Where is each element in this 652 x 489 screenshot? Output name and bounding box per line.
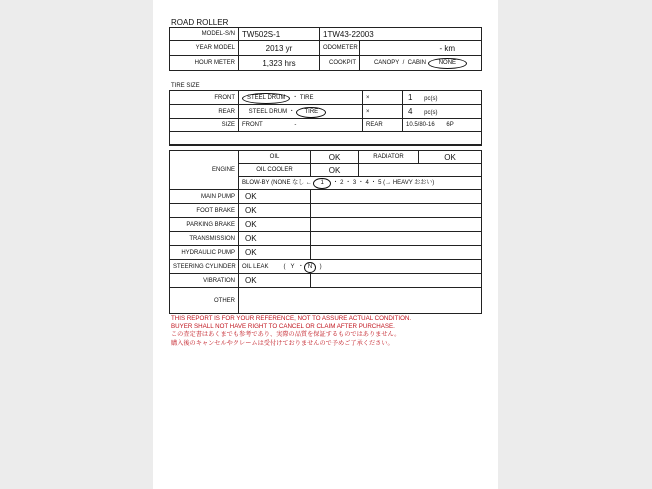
size-front-label: FRONT (242, 122, 263, 128)
hydraulic-pump-value: OK (239, 246, 311, 260)
hour-row (170, 56, 482, 71)
tire-blank-row (170, 132, 482, 145)
size-front-value: - (294, 122, 297, 128)
other-label: OTHER (170, 288, 239, 314)
tire-rear-unit: pc(s) (424, 110, 438, 116)
parking-brake-label: PARKING BRAKE (170, 218, 239, 232)
tire-front-unit: pc(s) (424, 96, 438, 102)
oil-leak-n-circled: N (304, 262, 316, 273)
tire-table (169, 90, 482, 145)
serial-value: 1TW43-22003 (320, 28, 482, 41)
tire-size-front (239, 119, 363, 132)
tire-rear-qty-cell (403, 105, 482, 119)
disclaimer-line-2: BUYER SHALL NOT HAVE RIGHT TO CANCEL OR CLAIM AFTER PURCHASE. (171, 323, 395, 331)
section-divider (169, 145, 482, 146)
disclaimer-line-3: この査定書はあくまでも参考であり、実際の品質を保証するものではありません。 (171, 331, 401, 339)
transmission-row (170, 232, 482, 246)
disclaimer-line-1: THIS REPORT IS FOR YOUR REFERENCE, NOT TO ASSURE ACTUAL CONDITION. (171, 315, 412, 322)
year-row (170, 41, 482, 56)
size-rear-label: REAR (363, 119, 403, 132)
foot-brake-label: FOOT BRAKE (170, 204, 239, 218)
other-row (170, 288, 482, 314)
transmission-label: TRANSMISSION (170, 232, 239, 246)
header-table (169, 27, 482, 71)
year-label: YEAR MODEL (170, 41, 239, 56)
model-value: TW502S-1 (239, 28, 320, 41)
foot-brake-value: OK (239, 204, 311, 218)
blowby-cell (239, 177, 482, 190)
rear-tire-circled: TIRE (296, 107, 326, 118)
steering-oil-leak-cell (239, 260, 482, 274)
oil-value: OK (311, 151, 359, 164)
cockpit-options (360, 56, 482, 71)
oil-cooler-blank (359, 164, 482, 177)
size-rear-value: 10.5/80-16 (406, 122, 435, 128)
size-rear-ply: 6P (446, 122, 454, 128)
checks-table (169, 150, 482, 314)
year-value: 2013 yr (239, 41, 320, 56)
tire-front-row (170, 91, 482, 105)
tire-front-label: FRONT (170, 91, 239, 105)
blowby-prefix: BLOW-BY (NONE なし ← (242, 180, 312, 186)
other-blank (239, 288, 482, 314)
tire-blank-cell (170, 132, 482, 145)
oil-cooler-value: OK (311, 164, 359, 177)
foot-brake-row (170, 204, 482, 218)
parking-brake-value: OK (239, 218, 311, 232)
blowby-rest: ・ 2 ・ 3 ・ 4 ・ 5 (→ HEAVY おおい) (332, 180, 435, 186)
oil-cooler-label: OIL COOLER (239, 164, 311, 177)
tire-size-label: SIZE (170, 119, 239, 132)
odometer-label: ODOMETER (320, 41, 360, 56)
transmission-blank (311, 232, 482, 246)
tire-front-x: × (363, 91, 403, 105)
vibration-value: OK (239, 274, 311, 288)
rear-sep: ・ (288, 108, 295, 115)
vibration-label: VIBRATION (170, 274, 239, 288)
main-pump-row (170, 190, 482, 204)
model-row (170, 28, 482, 41)
steering-row (170, 260, 482, 274)
hour-label: HOUR METER (170, 56, 239, 71)
front-tire-option: TIRE (299, 94, 314, 101)
radiator-value: OK (419, 151, 482, 164)
tire-size-row (170, 119, 482, 132)
tire-rear-x: × (363, 105, 403, 119)
oil-leak-label: OIL LEAK (242, 263, 269, 270)
hydraulic-pump-row (170, 246, 482, 260)
main-pump-blank (311, 190, 482, 204)
tire-size-rear (403, 119, 482, 132)
parking-brake-row (170, 218, 482, 232)
rear-steel-drum-option: STEEL DRUM (248, 108, 288, 115)
transmission-value: OK (239, 232, 311, 246)
tire-rear-label: REAR (170, 105, 239, 119)
tire-front-qty-cell (403, 91, 482, 105)
oil-label: OIL (239, 151, 311, 164)
steering-label: STEERING CYLINDER (170, 260, 239, 274)
disclaimer-line-4: 購入後のキャンセルやクレームは受付けておりませんので予めご了承ください。 (171, 339, 394, 347)
oil-leak-y: Y (290, 263, 295, 270)
tire-rear-qty: 4 (408, 107, 413, 116)
odometer-value: - km (360, 41, 482, 56)
main-pump-label: MAIN PUMP (170, 190, 239, 204)
engine-label: ENGINE (170, 151, 239, 190)
vibration-blank (311, 274, 482, 288)
hydraulic-pump-label: HYDRAULIC PUMP (170, 246, 239, 260)
main-pump-value: OK (239, 190, 311, 204)
tire-front-qty: 1 (408, 93, 413, 102)
oil-leak-open: ( (283, 263, 286, 270)
foot-brake-blank (311, 204, 482, 218)
front-steel-drum-circled: STEEL DRUM (242, 93, 290, 104)
engine-oil-row (170, 151, 482, 164)
oil-leak-sep: ・ (297, 263, 304, 270)
hydraulic-pump-blank (311, 246, 482, 260)
oil-leak-close: ) (319, 263, 322, 270)
tire-rear-row (170, 105, 482, 119)
document-title: ROAD ROLLER (171, 18, 229, 27)
hour-value: 1,323 hrs (239, 56, 320, 71)
cockpit-canopy: CANOPY (373, 59, 400, 66)
tire-section-label: TIRE SIZE (171, 83, 200, 89)
cockpit-slash: / (402, 59, 405, 66)
tire-rear-type (239, 105, 363, 119)
cockpit-label: COOKPIT (320, 56, 360, 71)
front-sep: ・ (292, 94, 299, 101)
parking-brake-blank (311, 218, 482, 232)
model-label: MODEL-S/N (170, 28, 239, 41)
tire-front-type (239, 91, 363, 105)
disclaimer (171, 315, 411, 348)
radiator-label: RADIATOR (359, 151, 419, 164)
cockpit-none-circled: NONE (428, 58, 467, 69)
blowby-selected-circled: 1 (313, 178, 330, 189)
vibration-row (170, 274, 482, 288)
cockpit-cabin: CABIN (407, 59, 427, 66)
